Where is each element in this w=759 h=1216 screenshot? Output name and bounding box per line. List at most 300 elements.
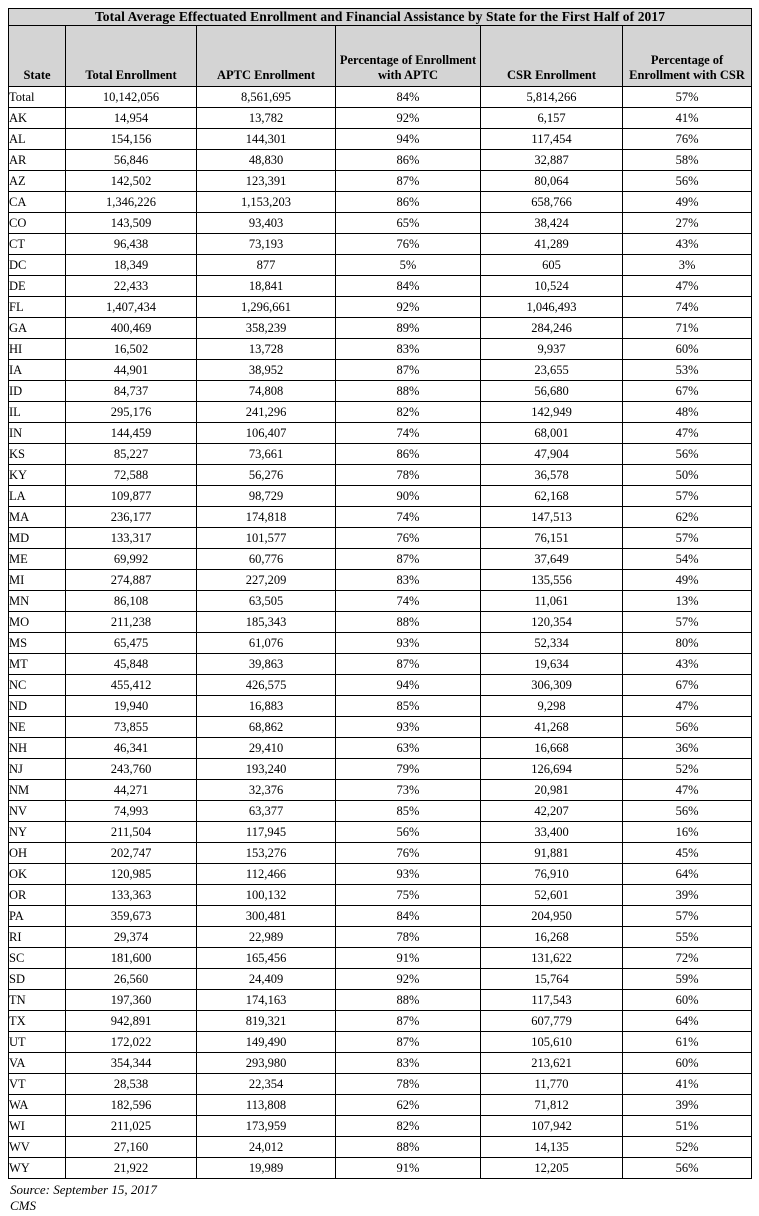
cell-csr-enrollment: 607,779 <box>481 1010 623 1031</box>
cell-total-enrollment: 211,025 <box>66 1115 197 1136</box>
cell-csr-enrollment: 14,135 <box>481 1136 623 1157</box>
cell-total-enrollment: 143,509 <box>66 212 197 233</box>
cell-total-enrollment: 74,993 <box>66 800 197 821</box>
cell-total-enrollment: 133,317 <box>66 527 197 548</box>
cell-aptc-enrollment: 1,153,203 <box>197 191 336 212</box>
cell-state: IN <box>9 422 66 443</box>
cell-csr-enrollment: 605 <box>481 254 623 275</box>
cell-state: ID <box>9 380 66 401</box>
cell-aptc-enrollment: 185,343 <box>197 611 336 632</box>
cell-total-enrollment: 26,560 <box>66 968 197 989</box>
cell-state: MA <box>9 506 66 527</box>
cell-pct-aptc: 88% <box>336 989 481 1010</box>
cell-state: NC <box>9 674 66 695</box>
cell-csr-enrollment: 120,354 <box>481 611 623 632</box>
table-row <box>9 653 752 674</box>
cell-csr-enrollment: 10,524 <box>481 275 623 296</box>
cell-csr-enrollment: 76,151 <box>481 527 623 548</box>
cell-csr-enrollment: 15,764 <box>481 968 623 989</box>
cell-aptc-enrollment: 112,466 <box>197 863 336 884</box>
cell-pct-csr: 67% <box>623 674 752 695</box>
cell-pct-csr: 60% <box>623 338 752 359</box>
cell-total-enrollment: 120,985 <box>66 863 197 884</box>
cell-csr-enrollment: 204,950 <box>481 905 623 926</box>
cell-aptc-enrollment: 73,661 <box>197 443 336 464</box>
cell-state: NV <box>9 800 66 821</box>
cell-total-enrollment: 1,407,434 <box>66 296 197 317</box>
cell-total-enrollment: 295,176 <box>66 401 197 422</box>
cell-pct-csr: 56% <box>623 716 752 737</box>
cell-pct-aptc: 65% <box>336 212 481 233</box>
table-row <box>9 821 752 842</box>
cell-pct-csr: 13% <box>623 590 752 611</box>
cell-csr-enrollment: 47,904 <box>481 443 623 464</box>
cell-total-enrollment: 359,673 <box>66 905 197 926</box>
cell-pct-csr: 57% <box>623 905 752 926</box>
cell-pct-aptc: 74% <box>336 590 481 611</box>
cell-pct-csr: 47% <box>623 422 752 443</box>
cell-total-enrollment: 1,346,226 <box>66 191 197 212</box>
cell-state: GA <box>9 317 66 338</box>
cell-state: HI <box>9 338 66 359</box>
table-row <box>9 1010 752 1031</box>
cell-csr-enrollment: 32,887 <box>481 149 623 170</box>
column-header-pct-csr: Percentage of Enrollment with CSR <box>623 25 752 86</box>
table-row <box>9 716 752 737</box>
source-note: Source: September 15, 2017 CMS <box>10 1181 157 1214</box>
table-row <box>9 1094 752 1115</box>
cell-csr-enrollment: 52,601 <box>481 884 623 905</box>
cell-aptc-enrollment: 149,490 <box>197 1031 336 1052</box>
cell-pct-csr: 27% <box>623 212 752 233</box>
cell-total-enrollment: 243,760 <box>66 758 197 779</box>
cell-pct-aptc: 87% <box>336 653 481 674</box>
cell-pct-csr: 55% <box>623 926 752 947</box>
cell-aptc-enrollment: 63,505 <box>197 590 336 611</box>
cell-aptc-enrollment: 101,577 <box>197 527 336 548</box>
table-row <box>9 926 752 947</box>
cell-state: AL <box>9 128 66 149</box>
cell-csr-enrollment: 56,680 <box>481 380 623 401</box>
cell-total-enrollment: 942,891 <box>66 1010 197 1031</box>
cell-pct-csr: 47% <box>623 695 752 716</box>
cell-state: SD <box>9 968 66 989</box>
cell-pct-csr: 56% <box>623 443 752 464</box>
table-row <box>9 1157 752 1178</box>
cell-total-enrollment: 18,349 <box>66 254 197 275</box>
cell-csr-enrollment: 105,610 <box>481 1031 623 1052</box>
cell-state: ND <box>9 695 66 716</box>
cell-csr-enrollment: 42,207 <box>481 800 623 821</box>
cell-csr-enrollment: 36,578 <box>481 464 623 485</box>
cell-csr-enrollment: 6,157 <box>481 107 623 128</box>
table-row <box>9 212 752 233</box>
table-row <box>9 254 752 275</box>
cell-state: WA <box>9 1094 66 1115</box>
cell-pct-aptc: 94% <box>336 674 481 695</box>
cell-aptc-enrollment: 193,240 <box>197 758 336 779</box>
table-row <box>9 149 752 170</box>
cell-csr-enrollment: 68,001 <box>481 422 623 443</box>
column-header-csr-enrollment: CSR Enrollment <box>481 25 623 86</box>
cell-csr-enrollment: 1,046,493 <box>481 296 623 317</box>
cell-pct-csr: 49% <box>623 569 752 590</box>
cell-total-enrollment: 236,177 <box>66 506 197 527</box>
cell-pct-csr: 54% <box>623 548 752 569</box>
cell-state: OR <box>9 884 66 905</box>
cell-pct-aptc: 87% <box>336 1010 481 1031</box>
cell-aptc-enrollment: 61,076 <box>197 632 336 653</box>
cell-csr-enrollment: 147,513 <box>481 506 623 527</box>
cell-pct-csr: 56% <box>623 800 752 821</box>
cell-pct-aptc: 82% <box>336 401 481 422</box>
table-row <box>9 422 752 443</box>
cell-state: TN <box>9 989 66 1010</box>
cell-aptc-enrollment: 24,012 <box>197 1136 336 1157</box>
cell-csr-enrollment: 52,334 <box>481 632 623 653</box>
table-head <box>9 9 752 26</box>
cell-pct-csr: 59% <box>623 968 752 989</box>
cell-csr-enrollment: 20,981 <box>481 779 623 800</box>
table-row <box>9 1073 752 1094</box>
table-row <box>9 569 752 590</box>
cell-state: MD <box>9 527 66 548</box>
cell-aptc-enrollment: 358,239 <box>197 317 336 338</box>
cell-aptc-enrollment: 1,296,661 <box>197 296 336 317</box>
cell-aptc-enrollment: 22,989 <box>197 926 336 947</box>
cell-pct-aptc: 88% <box>336 611 481 632</box>
cell-pct-aptc: 83% <box>336 1052 481 1073</box>
cell-csr-enrollment: 11,770 <box>481 1073 623 1094</box>
cell-state: TX <box>9 1010 66 1031</box>
cell-total-enrollment: 274,887 <box>66 569 197 590</box>
column-header-total-enrollment: Total Enrollment <box>66 25 197 86</box>
table-row <box>9 632 752 653</box>
cell-pct-csr: 64% <box>623 863 752 884</box>
cell-pct-csr: 48% <box>623 401 752 422</box>
table-row <box>9 905 752 926</box>
cell-pct-csr: 61% <box>623 1031 752 1052</box>
cell-aptc-enrollment: 56,276 <box>197 464 336 485</box>
cell-state: OH <box>9 842 66 863</box>
cell-pct-csr: 39% <box>623 884 752 905</box>
table-row <box>9 506 752 527</box>
cell-pct-aptc: 84% <box>336 275 481 296</box>
cell-pct-aptc: 83% <box>336 569 481 590</box>
cell-aptc-enrollment: 98,729 <box>197 485 336 506</box>
cell-pct-csr: 74% <box>623 296 752 317</box>
cell-pct-aptc: 87% <box>336 359 481 380</box>
cell-aptc-enrollment: 227,209 <box>197 569 336 590</box>
table-row <box>9 590 752 611</box>
cell-pct-csr: 76% <box>623 128 752 149</box>
table-row <box>9 758 752 779</box>
cell-state: MS <box>9 632 66 653</box>
cell-state: SC <box>9 947 66 968</box>
cell-pct-csr: 57% <box>623 527 752 548</box>
cell-total-enrollment: 154,156 <box>66 128 197 149</box>
cell-total-enrollment: 133,363 <box>66 884 197 905</box>
cell-total-enrollment: 46,341 <box>66 737 197 758</box>
table-row <box>9 674 752 695</box>
cell-csr-enrollment: 80,064 <box>481 170 623 191</box>
cell-aptc-enrollment: 173,959 <box>197 1115 336 1136</box>
cell-pct-aptc: 5% <box>336 254 481 275</box>
table-row <box>9 548 752 569</box>
cell-aptc-enrollment: 117,945 <box>197 821 336 842</box>
cell-state: Total <box>9 86 66 107</box>
cell-state: CO <box>9 212 66 233</box>
cell-pct-csr: 56% <box>623 170 752 191</box>
cell-total-enrollment: 354,344 <box>66 1052 197 1073</box>
cell-pct-aptc: 75% <box>336 884 481 905</box>
table-body <box>9 86 752 1178</box>
cell-state: IL <box>9 401 66 422</box>
cell-aptc-enrollment: 63,377 <box>197 800 336 821</box>
cell-state: AR <box>9 149 66 170</box>
cell-state: AK <box>9 107 66 128</box>
cell-pct-aptc: 91% <box>336 1157 481 1178</box>
cell-pct-csr: 58% <box>623 149 752 170</box>
table-row <box>9 443 752 464</box>
cell-aptc-enrollment: 32,376 <box>197 779 336 800</box>
cell-aptc-enrollment: 16,883 <box>197 695 336 716</box>
cell-pct-csr: 57% <box>623 611 752 632</box>
cell-total-enrollment: 202,747 <box>66 842 197 863</box>
cell-pct-aptc: 87% <box>336 1031 481 1052</box>
cell-pct-aptc: 78% <box>336 1073 481 1094</box>
cell-aptc-enrollment: 93,403 <box>197 212 336 233</box>
cell-aptc-enrollment: 106,407 <box>197 422 336 443</box>
cell-total-enrollment: 16,502 <box>66 338 197 359</box>
cell-csr-enrollment: 117,543 <box>481 989 623 1010</box>
cell-aptc-enrollment: 48,830 <box>197 149 336 170</box>
cell-state: AZ <box>9 170 66 191</box>
cell-aptc-enrollment: 113,808 <box>197 1094 336 1115</box>
table-row <box>9 947 752 968</box>
cell-aptc-enrollment: 73,193 <box>197 233 336 254</box>
table-row <box>9 170 752 191</box>
table-row <box>9 86 752 107</box>
table-row <box>9 884 752 905</box>
cell-csr-enrollment: 91,881 <box>481 842 623 863</box>
cell-pct-aptc: 92% <box>336 107 481 128</box>
cell-pct-aptc: 76% <box>336 842 481 863</box>
cell-pct-aptc: 92% <box>336 296 481 317</box>
cell-aptc-enrollment: 19,989 <box>197 1157 336 1178</box>
cell-aptc-enrollment: 38,952 <box>197 359 336 380</box>
cell-pct-csr: 60% <box>623 989 752 1010</box>
cell-pct-aptc: 91% <box>336 947 481 968</box>
cell-pct-csr: 67% <box>623 380 752 401</box>
table-row <box>9 1052 752 1073</box>
cell-pct-aptc: 88% <box>336 1136 481 1157</box>
cell-total-enrollment: 144,459 <box>66 422 197 443</box>
cell-pct-aptc: 82% <box>336 1115 481 1136</box>
cell-pct-csr: 51% <box>623 1115 752 1136</box>
table-row <box>9 1031 752 1052</box>
cell-total-enrollment: 21,922 <box>66 1157 197 1178</box>
cell-total-enrollment: 211,238 <box>66 611 197 632</box>
cell-pct-csr: 45% <box>623 842 752 863</box>
cell-state: WV <box>9 1136 66 1157</box>
cell-total-enrollment: 142,502 <box>66 170 197 191</box>
cell-pct-csr: 57% <box>623 86 752 107</box>
cell-aptc-enrollment: 293,980 <box>197 1052 336 1073</box>
cell-aptc-enrollment: 426,575 <box>197 674 336 695</box>
cell-total-enrollment: 211,504 <box>66 821 197 842</box>
cell-aptc-enrollment: 68,862 <box>197 716 336 737</box>
cell-total-enrollment: 172,022 <box>66 1031 197 1052</box>
cell-pct-csr: 3% <box>623 254 752 275</box>
cell-state: MT <box>9 653 66 674</box>
table-row <box>9 317 752 338</box>
cell-aptc-enrollment: 100,132 <box>197 884 336 905</box>
cell-pct-aptc: 85% <box>336 695 481 716</box>
cell-pct-aptc: 93% <box>336 632 481 653</box>
cell-total-enrollment: 44,271 <box>66 779 197 800</box>
cell-pct-csr: 41% <box>623 107 752 128</box>
cell-state: KS <box>9 443 66 464</box>
cell-pct-aptc: 86% <box>336 443 481 464</box>
cell-pct-csr: 50% <box>623 464 752 485</box>
table-title-row <box>9 9 752 26</box>
table-row <box>9 989 752 1010</box>
cell-pct-aptc: 87% <box>336 170 481 191</box>
cell-pct-csr: 49% <box>623 191 752 212</box>
cell-pct-csr: 72% <box>623 947 752 968</box>
cell-total-enrollment: 27,160 <box>66 1136 197 1157</box>
cell-pct-csr: 62% <box>623 506 752 527</box>
cell-pct-csr: 41% <box>623 1073 752 1094</box>
cell-csr-enrollment: 19,634 <box>481 653 623 674</box>
cell-aptc-enrollment: 153,276 <box>197 842 336 863</box>
cell-state: NM <box>9 779 66 800</box>
cell-state: NY <box>9 821 66 842</box>
cell-csr-enrollment: 33,400 <box>481 821 623 842</box>
cell-state: NH <box>9 737 66 758</box>
column-header-state: State <box>9 25 66 86</box>
cell-state: NE <box>9 716 66 737</box>
cell-csr-enrollment: 135,556 <box>481 569 623 590</box>
column-header-pct-aptc: Percentage of Enrollment with APTC <box>336 25 481 86</box>
cell-pct-aptc: 88% <box>336 380 481 401</box>
cell-pct-aptc: 73% <box>336 779 481 800</box>
table-row <box>9 338 752 359</box>
cell-total-enrollment: 45,848 <box>66 653 197 674</box>
cell-pct-aptc: 63% <box>336 737 481 758</box>
cell-aptc-enrollment: 60,776 <box>197 548 336 569</box>
table-row <box>9 842 752 863</box>
cell-state: LA <box>9 485 66 506</box>
cell-pct-aptc: 86% <box>336 191 481 212</box>
table-row <box>9 695 752 716</box>
cell-total-enrollment: 400,469 <box>66 317 197 338</box>
cell-state: OK <box>9 863 66 884</box>
cell-csr-enrollment: 16,668 <box>481 737 623 758</box>
cell-state: FL <box>9 296 66 317</box>
cell-csr-enrollment: 23,655 <box>481 359 623 380</box>
table-row <box>9 485 752 506</box>
cell-state: DE <box>9 275 66 296</box>
cell-state: DC <box>9 254 66 275</box>
table-row <box>9 464 752 485</box>
cell-state: ME <box>9 548 66 569</box>
cell-aptc-enrollment: 22,354 <box>197 1073 336 1094</box>
cell-csr-enrollment: 11,061 <box>481 590 623 611</box>
table-row <box>9 380 752 401</box>
cell-state: WI <box>9 1115 66 1136</box>
cell-pct-csr: 71% <box>623 317 752 338</box>
table-row <box>9 233 752 254</box>
cell-total-enrollment: 44,901 <box>66 359 197 380</box>
cell-pct-aptc: 86% <box>336 149 481 170</box>
cell-aptc-enrollment: 819,321 <box>197 1010 336 1031</box>
column-header-row <box>9 25 752 86</box>
cell-pct-csr: 60% <box>623 1052 752 1073</box>
cell-total-enrollment: 14,954 <box>66 107 197 128</box>
table-title: Total Average Effectuated Enrollment and Financial Assistance by State for the First Half of 2017 <box>9 9 752 26</box>
cell-state: UT <box>9 1031 66 1052</box>
cell-csr-enrollment: 142,949 <box>481 401 623 422</box>
column-header-aptc-enrollment: APTC Enrollment <box>197 25 336 86</box>
cell-pct-csr: 57% <box>623 485 752 506</box>
cell-csr-enrollment: 62,168 <box>481 485 623 506</box>
cell-pct-aptc: 56% <box>336 821 481 842</box>
cell-total-enrollment: 182,596 <box>66 1094 197 1115</box>
cell-pct-aptc: 76% <box>336 527 481 548</box>
cell-csr-enrollment: 5,814,266 <box>481 86 623 107</box>
cell-pct-aptc: 87% <box>336 548 481 569</box>
cell-pct-aptc: 92% <box>336 968 481 989</box>
cell-csr-enrollment: 213,621 <box>481 1052 623 1073</box>
cell-pct-csr: 36% <box>623 737 752 758</box>
cell-aptc-enrollment: 39,863 <box>197 653 336 674</box>
cell-csr-enrollment: 284,246 <box>481 317 623 338</box>
cell-csr-enrollment: 131,622 <box>481 947 623 968</box>
enrollment-table <box>8 8 752 1179</box>
cell-aptc-enrollment: 241,296 <box>197 401 336 422</box>
table-row <box>9 863 752 884</box>
cell-total-enrollment: 56,846 <box>66 149 197 170</box>
cell-pct-aptc: 78% <box>336 464 481 485</box>
cell-aptc-enrollment: 165,456 <box>197 947 336 968</box>
table-row <box>9 359 752 380</box>
cell-pct-csr: 52% <box>623 1136 752 1157</box>
cell-csr-enrollment: 16,268 <box>481 926 623 947</box>
cell-state: IA <box>9 359 66 380</box>
cell-pct-csr: 56% <box>623 1157 752 1178</box>
cell-pct-aptc: 84% <box>336 905 481 926</box>
cell-state: NJ <box>9 758 66 779</box>
cell-csr-enrollment: 9,298 <box>481 695 623 716</box>
cell-csr-enrollment: 41,289 <box>481 233 623 254</box>
cell-state: KY <box>9 464 66 485</box>
cell-state: VA <box>9 1052 66 1073</box>
cell-total-enrollment: 96,438 <box>66 233 197 254</box>
cell-aptc-enrollment: 24,409 <box>197 968 336 989</box>
cell-pct-csr: 43% <box>623 653 752 674</box>
cell-pct-aptc: 62% <box>336 1094 481 1115</box>
table-row <box>9 1115 752 1136</box>
cell-state: MI <box>9 569 66 590</box>
cell-total-enrollment: 72,588 <box>66 464 197 485</box>
table-row <box>9 527 752 548</box>
table-row <box>9 296 752 317</box>
cell-pct-csr: 39% <box>623 1094 752 1115</box>
cell-state: VT <box>9 1073 66 1094</box>
cell-total-enrollment: 10,142,056 <box>66 86 197 107</box>
